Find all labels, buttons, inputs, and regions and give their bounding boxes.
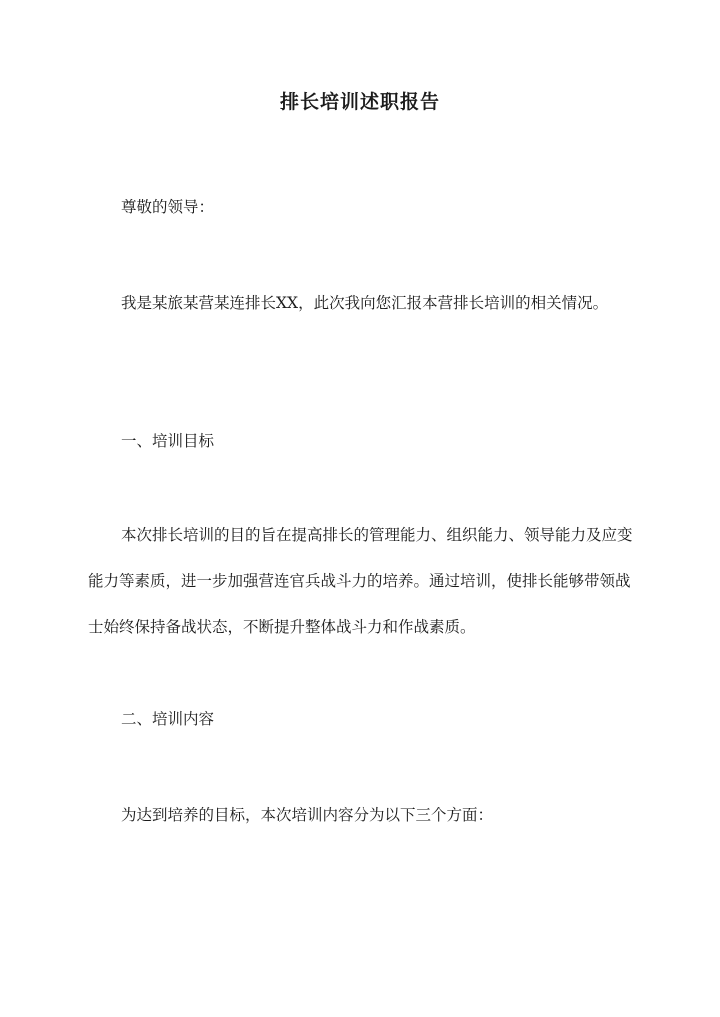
salutation: 尊敬的领导： [121, 198, 215, 216]
content-intro-paragraph: 为达到培养的目标，本次培训内容分为以下三个方面： [121, 806, 494, 824]
intro-paragraph: 我是某旅某营某连排长XX，此次我向您汇报本营排长培训的相关情况。 [121, 294, 609, 312]
goals-paragraph: 本次排长培训的目的旨在提高排长的管理能力、组织能力、领导能力及应变能力等素质，进一步加强营连官兵战斗力的培养。通过培训，使排长能够带领战士始终保持备战状态，不断提升整体战斗力和作战素质。 [88, 526, 633, 636]
document-title: 排长培训述职报告 [279, 91, 440, 113]
section-heading-content: 二、培训内容 [121, 710, 215, 728]
section-heading-goals: 一、培训目标 [121, 432, 215, 450]
